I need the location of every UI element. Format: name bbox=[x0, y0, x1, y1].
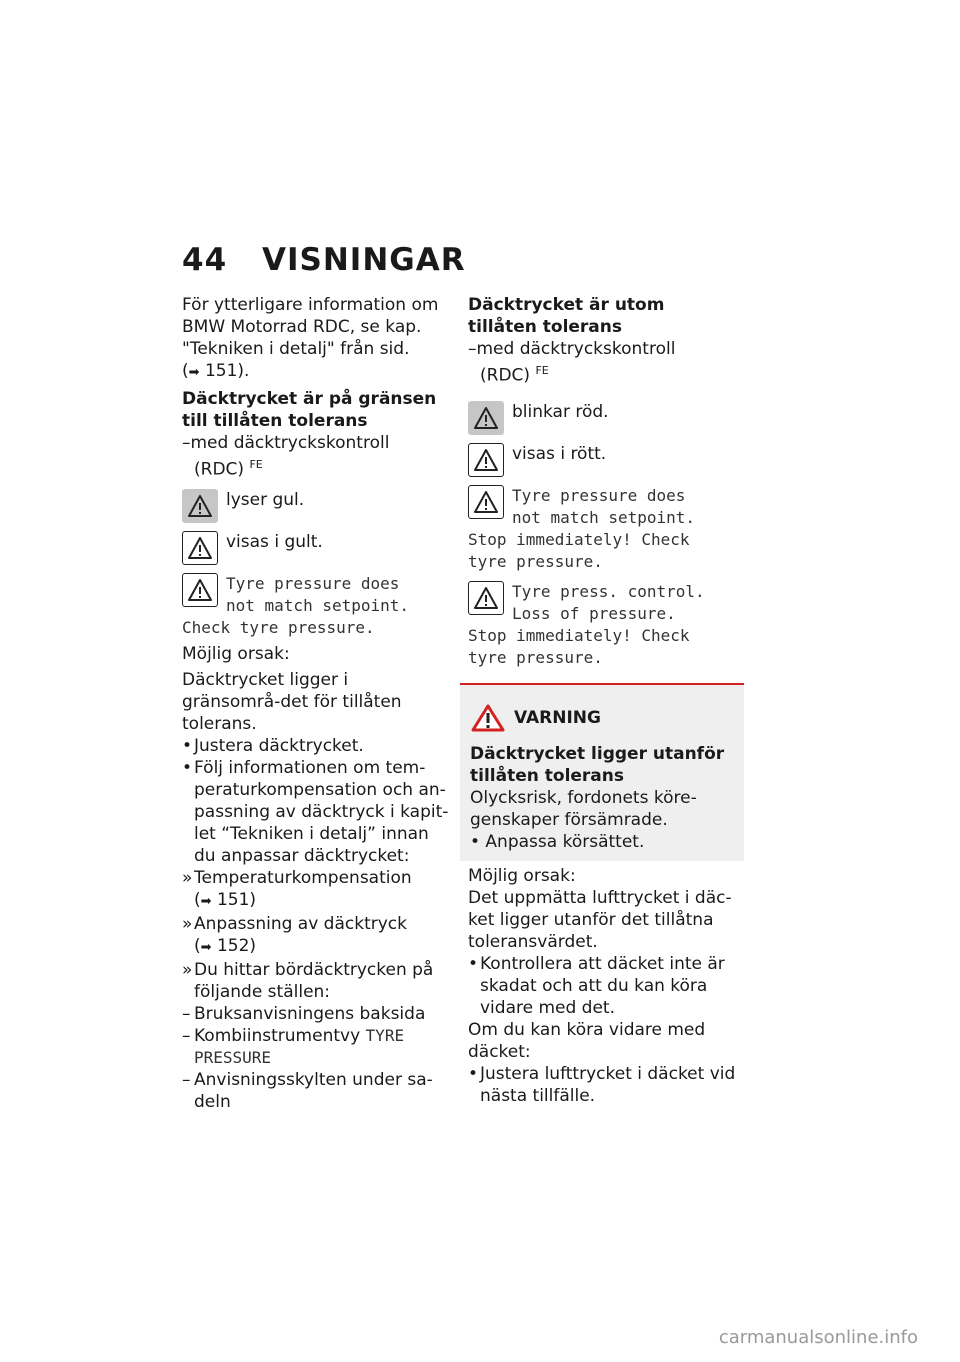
icon-desc: lyser gul. bbox=[226, 489, 305, 510]
arrow-right-icon: ➡ bbox=[200, 893, 212, 909]
warning-heading: VARNING bbox=[470, 703, 736, 733]
warning-triangle-icon bbox=[182, 531, 218, 565]
dash-item: – Bruksanvisningens baksida bbox=[182, 1003, 426, 1024]
warning-triangle-icon bbox=[468, 485, 504, 519]
icon-row-display bbox=[468, 443, 736, 477]
arrow-right-icon: ➡ bbox=[188, 365, 200, 380]
warning-triangle-icon bbox=[182, 573, 218, 607]
reference-item: » Anpassning av däcktryck (➡ 152) bbox=[182, 913, 407, 956]
section-title: VISNINGAR bbox=[262, 242, 466, 278]
icon-desc: visas i gult. bbox=[226, 531, 323, 552]
dash-item: – Anvisningsskylten under sa-deln bbox=[182, 1069, 433, 1112]
reference-item: » Du hittar bördäcktrycken på följande ställen: bbox=[182, 959, 434, 1002]
list-item: • Justera lufttrycket i däcket vid nästa tillfälle. bbox=[468, 1063, 736, 1106]
page-header bbox=[182, 242, 466, 278]
intro-text: För ytterligare information om BMW Motorrad RDC, se kap. "Tekniken i detalj" från sid. (➡ 151). bbox=[182, 295, 439, 381]
arrow-right-icon: ➡ bbox=[200, 939, 212, 955]
icon-row-message: Tyre press. control. Loss of pressure. bbox=[468, 581, 736, 625]
warning-subheading: Däcktrycket ligger utanför tillåten tolerans bbox=[470, 743, 725, 786]
rdc-label: (RDC) $^{FE}$ bbox=[480, 364, 549, 386]
page-number: 44 bbox=[182, 242, 228, 278]
bullet-icon: • bbox=[182, 757, 193, 778]
list-item: • Följ informationen om tem-peraturkompensation och an-passning av däcktryck i kapit-let “Tekniken i detalj” innan du anpassar däcktrycket: bbox=[182, 757, 449, 866]
icon-desc: visas i rött. bbox=[512, 443, 607, 464]
dash-item: – Kombiinstrumentvy TYRE PRESSURE bbox=[182, 1025, 405, 1067]
warning-text: Olycksrisk, fordonets köre-genskaper försämrade. bbox=[470, 787, 697, 830]
double-chevron-icon: » bbox=[182, 867, 193, 888]
icon-row-red bbox=[468, 401, 736, 435]
icon-row-display bbox=[182, 531, 450, 565]
bullet-icon: • bbox=[468, 953, 479, 974]
cause-label: Möjlig orsak: bbox=[182, 643, 290, 664]
heading-borderline: Däcktrycket är på gränsen till tillåten tolerans bbox=[182, 389, 437, 431]
icon-row-message: Tyre pressure does not match setpoint. bbox=[182, 573, 450, 617]
rdc-line: –med däcktryckskontroll bbox=[468, 339, 676, 359]
double-chevron-icon: » bbox=[182, 913, 193, 934]
rdc-label: (RDC) $^{FE}$ bbox=[194, 458, 263, 480]
continue-text: Om du kan köra vidare med däcket: bbox=[468, 1019, 706, 1062]
watermark: carmanualsonline.info bbox=[718, 1327, 918, 1348]
message-text: Check tyre pressure. bbox=[182, 617, 375, 637]
right-column: Däcktrycket är utom tillåten tolerans –med däcktryckskontroll (RDC) $^{FE}$ blinkar röd. visas i rött. Tyre pressure does not match setpoint. Stop immediately! Check tyre pressure. Tyre press. control. Loss of pressure. Stop immediately! Check tyre pressure. VARNING Däcktrycket ligger utanför tillåten tolerans Olycksrisk, fordonets köre-genskaper försämrade. • Anpassa körsättet. Möjlig orsak: Det uppmätta lufttrycket i däc-ket ligger utanför det tillåtna toleransvärdet. • Kontrollera att däcket inte är skadat och att du kan köra vidare med det. Om du kan köra vidare med däcket: • Justera lufttrycket i däcket vid nästa tillfälle. bbox=[468, 294, 736, 1107]
cause-text: Däcktrycket ligger i gränsområ-det för tillåten tolerans. bbox=[182, 669, 402, 734]
icon-row-message: Tyre pressure does not match setpoint. bbox=[468, 485, 736, 529]
reference-item: » Temperaturkompensation (➡ 151) bbox=[182, 867, 412, 910]
warning-red-triangle-icon bbox=[470, 703, 506, 733]
icon-row-yellow bbox=[182, 489, 450, 523]
warning-bullet: • Anpassa körsättet. bbox=[470, 831, 645, 852]
warning-triangle-icon bbox=[468, 443, 504, 477]
list-item: • Kontrollera att däcket inte är skadat och att du kan köra vidare med det. bbox=[468, 953, 725, 1018]
cause-text: Det uppmätta lufttrycket i däc-ket ligger utanför det tillåtna toleransvärdet. bbox=[468, 887, 732, 952]
icon-desc: blinkar röd. bbox=[512, 401, 609, 422]
bullet-icon: • bbox=[182, 735, 193, 756]
double-chevron-icon: » bbox=[182, 959, 193, 980]
bullet-icon: • bbox=[468, 1063, 479, 1084]
rdc-line: –med däcktryckskontroll bbox=[182, 433, 390, 453]
warning-triangle-icon bbox=[468, 401, 504, 435]
heading-out-of-tolerance: Däcktrycket är utom tillåten tolerans bbox=[468, 295, 665, 337]
warning-box bbox=[460, 683, 744, 861]
cause-label: Möjlig orsak: bbox=[468, 865, 576, 886]
left-column bbox=[182, 294, 450, 1113]
warning-triangle-icon bbox=[182, 489, 218, 523]
list-item: • Justera däcktrycket. bbox=[182, 735, 364, 756]
warning-triangle-icon bbox=[468, 581, 504, 615]
